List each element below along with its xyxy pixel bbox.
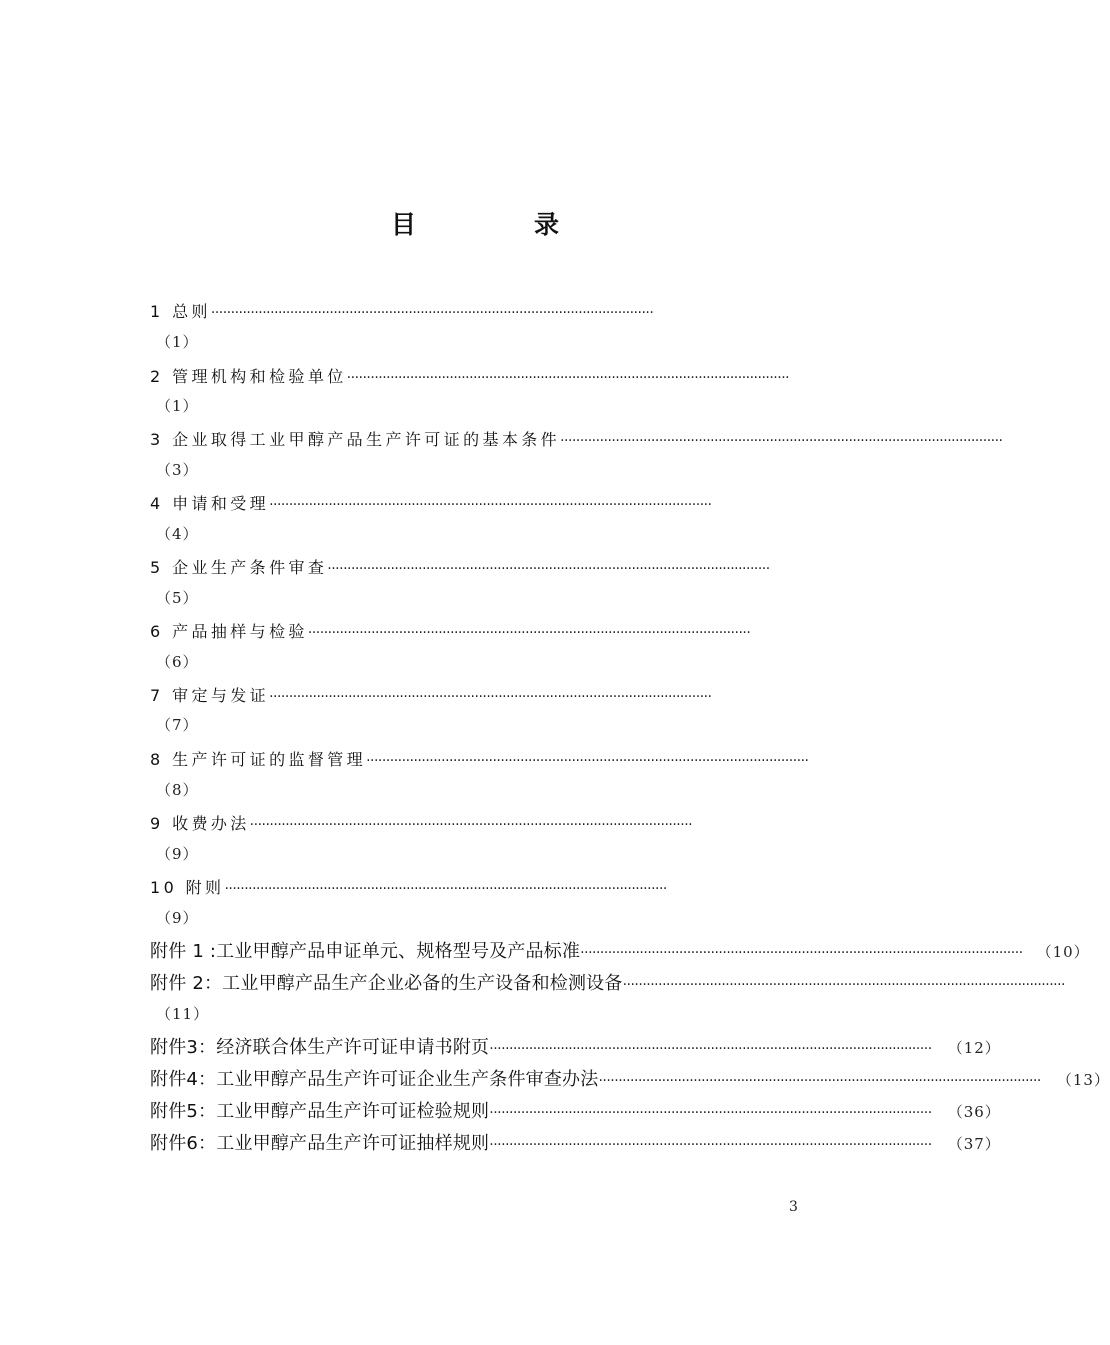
toc-leader-dots: ················································································································ [489,1041,932,1057]
toc-entry-label: 附件6：工业甲醇产品生产许可证抽样规则 [150,1133,490,1154]
toc-appendix-6[interactable] [150,1131,1001,1157]
toc-entry-page: （5） [156,589,199,607]
toc-entry-label: 9 收费办法 [150,814,250,833]
toc-entry-3[interactable] [150,427,1003,453]
toc-appendix-2[interactable] [150,971,1065,997]
toc-entry-label: 附件 2：工业甲醇产品生产企业必备的生产设备和检测设备 [150,973,623,994]
toc-entry-label: 附件3：经济联合体生产许可证申请书附页 [150,1037,490,1058]
toc-leader-dots: ················································································································ [366,753,809,769]
toc-leader-dots: ················································································································ [224,881,667,897]
toc-entry-page: （4） [156,525,199,543]
toc-leader-dots: ················································································································ [489,1137,932,1153]
toc-entry-page: （12） [947,1039,1001,1057]
toc-entry-2[interactable] [150,364,802,390]
toc-leader-dots: ················································································································ [489,1105,932,1121]
toc-entry-label: 6 产品抽样与检验 [150,622,308,641]
toc-entry-6[interactable] [150,619,802,645]
toc-entry-label: 附件5：工业甲醇产品生产许可证检验规则 [150,1101,490,1122]
toc-entry-label: 附件4：工业甲醇产品生产许可证企业生产条件审查办法 [150,1069,599,1090]
toc-leader-dots: ················································································································ [249,817,693,833]
toc-entry-page: （1） [156,333,199,351]
toc-entry-label: 2 管理机构和检验单位 [150,367,347,386]
toc-leader-dots: ················································································································ [560,433,1003,449]
toc-leader-dots: ················································································································ [269,497,712,513]
toc-entry-label: 5 企业生产条件审查 [150,558,328,577]
toc-entry-label: 3 企业取得工业甲醇产品生产许可证的基本条件 [150,430,561,449]
toc-entry-page: （13） [1056,1071,1110,1089]
toc-leader-dots: ················································································································ [346,370,790,386]
toc-entry-page: （7） [156,716,199,734]
toc-entry-page: （36） [947,1103,1001,1121]
toc-appendix-3[interactable] [150,1035,1001,1061]
toc-appendix-4[interactable] [150,1067,1110,1093]
toc-entry-9[interactable] [150,811,802,837]
toc-entry-label: 10 附则 [150,878,225,897]
toc-title-right: 录 [534,210,560,239]
toc-leader-dots: ················································································································ [269,689,712,705]
toc-entry-5[interactable] [150,555,802,581]
toc-entry-page: （6） [156,653,199,671]
toc-entry-label: 7 审定与发证 [150,686,270,705]
toc-title [0,205,950,241]
toc-leader-dots: ················································································································ [210,305,654,321]
toc-leader-dots: ················································································································ [598,1073,1041,1089]
toc-entry-1[interactable] [150,299,802,325]
toc-entry-page: （1） [156,397,199,415]
toc-entry-label: 4 申请和受理 [150,494,270,513]
toc-leader-dots: ················································································································ [580,945,1023,961]
toc-leader-dots: ················································································································ [307,625,751,641]
toc-appendix-5[interactable] [150,1099,1001,1125]
toc-entry-10[interactable] [150,875,802,901]
toc-entry-page: （9） [156,909,199,927]
toc-leader-dots: ················································································································ [327,561,770,577]
toc-entry-7[interactable] [150,683,802,709]
toc-entry-8[interactable] [150,747,809,773]
toc-leader-dots: ················································································································ [622,977,1065,993]
toc-entry-4[interactable] [150,491,802,517]
toc-entry-page: （37） [947,1135,1001,1153]
toc-entry-label: 1 总则 [150,302,211,321]
toc-title-left: 目 [390,210,416,239]
toc-entry-label: 附件 1 :工业甲醇产品申证单元、规格型号及产品标准 [150,941,581,962]
toc-entry-page: （10） [1036,943,1090,961]
toc-entry-label: 8 生产许可证的监督管理 [150,750,367,769]
toc-entry-page: （9） [156,845,199,863]
toc-entry-page: （11） [156,1005,210,1023]
toc-entry-page: （3） [156,461,199,479]
page-number: 3 [789,1199,798,1215]
toc-appendix-1[interactable] [150,939,1090,965]
toc-entry-page: （8） [156,781,199,799]
